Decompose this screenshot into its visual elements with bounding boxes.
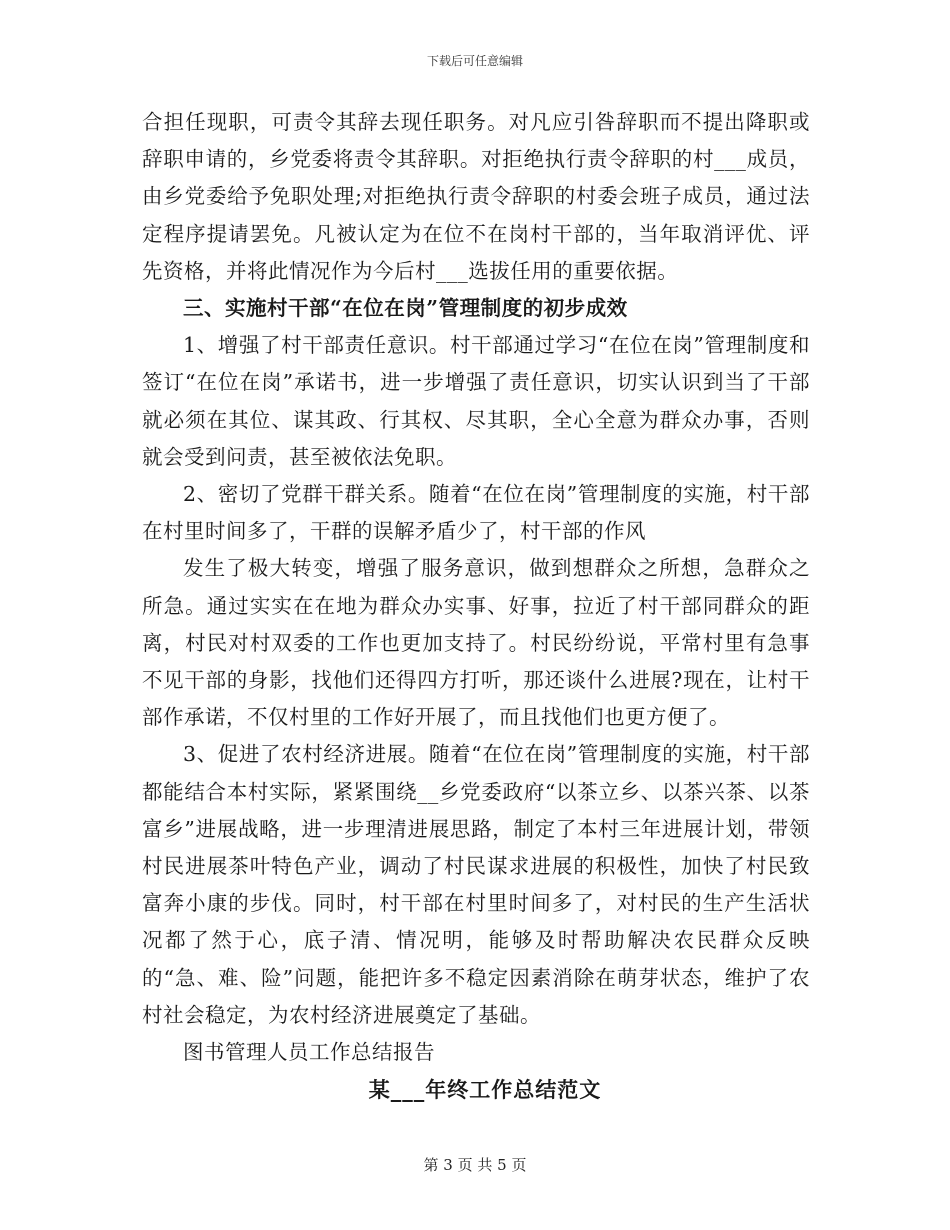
page-header: 下载后可任意编辑 xyxy=(426,54,523,68)
section-heading: 三、实施村干部“在位在岗”管理制度的初步成效 xyxy=(183,296,628,321)
paragraph-point-2-continued: 发生了极大转变，增强了服务意识，做到想群众之所想，急群众之所急。通过实实在在地为群众办实事、好事，拉近了村干部同群众的距离，村民对村双委的工作也更加支持了。村民纷纷说，平常村里有急事不见干部的身影，找他们还得四方打听，那还谈什么进展?现在，让村干部作承诺，不仅村里的工作好开展了，而且找他们也更方便了。 xyxy=(142,556,810,730)
document-body xyxy=(142,104,810,1108)
paragraph-point-2: 2、密切了党群干群关系。随着“在位在岗”管理制度的实施，村干部在村里时间多了，干群的误解矛盾少了，村干部的作风 xyxy=(142,482,810,544)
paragraph-point-3: 3、促进了农村经济进展。随着“在位在岗”管理制度的实施，村干部都能结合本村实际，紧紧围绕__乡党委政府“以茶立乡、以茶兴茶、以茶富乡”进展战略，进一步理清进展思路，制定了本村三年进展计划，带领村民进展茶叶特色产业，调动了村民谋求进展的积极性，加快了村民致富奔小康的步伐。同时，村干部在村里时间多了，对村民的生产生活状况都了然于心，底子清、情况明，能够及时帮助解决农民群众反映的“急、难、险”问题，能把许多不稳定因素消除在萌芽状态，维护了农村社会稳定，为农村经济进展奠定了基础。 xyxy=(142,742,810,1027)
page-footer: 第 3 页 共 5 页 xyxy=(423,1156,527,1174)
document-title: 某___年终工作总结范文 xyxy=(368,1077,602,1103)
paragraph-continuation: 合担任现职，可责令其辞去现任职务。对凡应引咎辞职而不提出降职或辞职申请的，乡党委将责令其辞职。对拒绝执行责令辞职的村___成员，由乡党委给予免职处理;对拒绝执行责令辞职的村委会班子成员，通过法定程序提请罢免。凡被认定为在位不在岗村干部的，当年取消评优、评先资格，并将此情况作为今后村___选拔任用的重要依据。 xyxy=(142,110,810,283)
report-label: 图书管理人员工作总结报告 xyxy=(183,1040,435,1065)
paragraph-point-1: 1、增强了村干部责任意识。村干部通过学习“在位在岗”管理制度和签订“在位在岗”承诺书，进一步增强了责任意识，切实认识到当了干部就必须在其位、谋其政、行其权、尽其职，全心全意为群众办事，否则就会受到问责，甚至被依法免职。 xyxy=(142,333,810,469)
